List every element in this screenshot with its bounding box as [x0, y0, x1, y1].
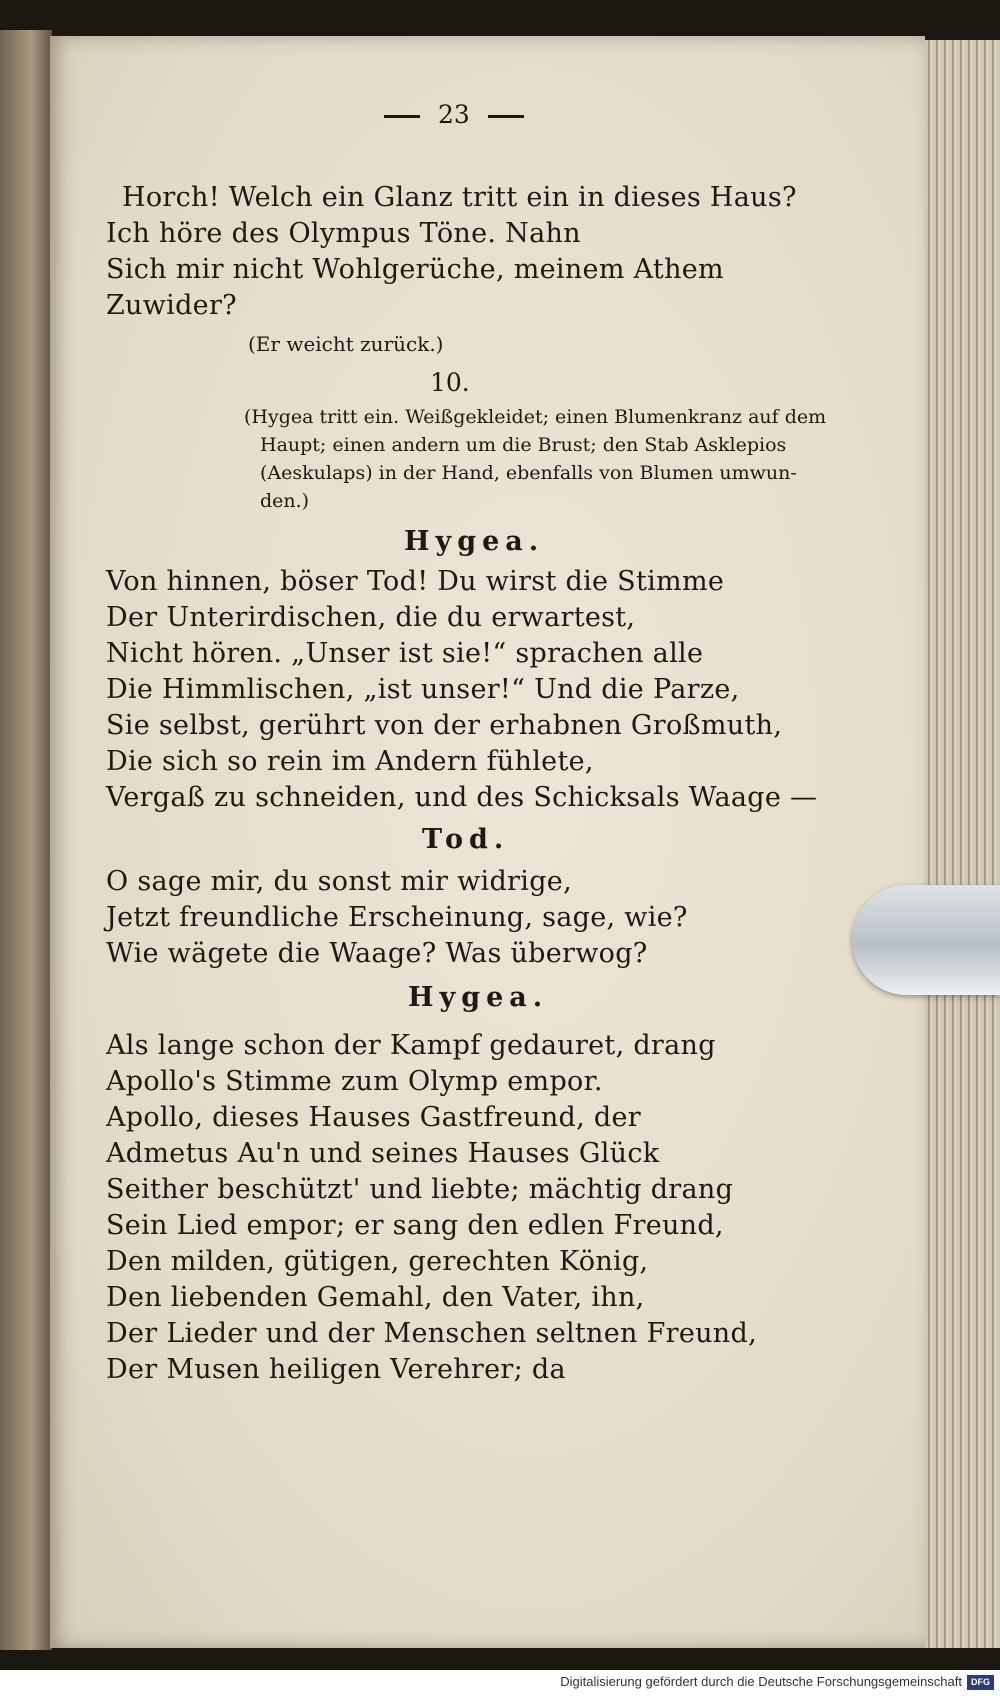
stage-direction-line: den.)	[260, 490, 310, 512]
verse-line: Apollo's Stimme zum Olymp empor.	[106, 1066, 603, 1097]
footer-bar	[0, 1670, 1000, 1696]
stage-direction-line: (Hygea tritt ein. Weißgekleidet; einen Blumenkranz auf dem	[244, 406, 827, 428]
verse-line: Admetus Au'n und seines Hauses Glück	[106, 1138, 660, 1169]
dfg-logo: DFG	[967, 1675, 994, 1690]
stage-direction-line: Haupt; einen andern um die Brust; den Stab Asklepios	[260, 434, 787, 456]
scene-number: 10.	[430, 368, 470, 397]
verse-line: Vergaß zu schneiden, und des Schicksals Waage —	[106, 782, 818, 813]
verse-line: Den liebenden Gemahl, den Vater, ihn,	[106, 1282, 645, 1313]
page-number	[366, 100, 542, 129]
verse-line: Zuwider?	[106, 290, 237, 321]
verse-line: Ich höre des Olympus Töne. Nahn	[106, 218, 581, 249]
verse-line: Der Lieder und der Menschen seltnen Freund,	[106, 1318, 757, 1349]
verse-line: Sie selbst, gerührt von der erhabnen Großmuth,	[106, 710, 783, 741]
verse-line: Jetzt freundliche Erscheinung, sage, wie?	[106, 902, 688, 933]
verse-line: Von hinnen, böser Tod! Du wirst die Stimme	[106, 566, 725, 597]
verse-line: Wie wägete die Waage? Was überwog?	[106, 938, 648, 969]
verse-line: Der Musen heiligen Verehrer; da	[106, 1354, 566, 1385]
verse-line: Nicht hören. „Unser ist sie!“ sprachen alle	[106, 638, 704, 669]
speaker-name: Hygea.	[404, 526, 545, 557]
verse-line: Horch! Welch ein Glanz tritt ein in dieses Haus?	[122, 182, 797, 213]
stage-direction-line: (Aeskulaps) in der Hand, ebenfalls von Blumen umwun-	[260, 462, 797, 484]
verse-line: Die Himmlischen, „ist unser!“ Und die Parze,	[106, 674, 740, 705]
page-number-text: 23	[438, 100, 470, 129]
verse-line: Seither beschützt' und liebte; mächtig drang	[106, 1174, 734, 1205]
verse-line: Sich mir nicht Wohlgerüche, meinem Athem	[106, 254, 724, 285]
stage-direction: (Er weicht zurück.)	[248, 332, 444, 356]
funding-credit: Digitalisierung gefördert durch die Deutsche Forschungsgemeinschaft	[560, 1674, 962, 1689]
verse-line: Die sich so rein im Andern fühlete,	[106, 746, 594, 777]
verse-line: Der Unterirdischen, die du erwartest,	[106, 602, 636, 633]
speaker-name: Tod.	[422, 824, 510, 855]
verse-line: Apollo, dieses Hauses Gastfreund, der	[106, 1102, 641, 1133]
verse-line: O sage mir, du sonst mir widrige,	[106, 866, 572, 897]
dash-left	[384, 115, 420, 118]
speaker-name: Hygea.	[408, 982, 549, 1013]
verse-line: Den milden, gütigen, gerechten König,	[106, 1246, 649, 1277]
verse-line: Sein Lied empor; er sang den edlen Freund,	[106, 1210, 724, 1241]
verse-line: Als lange schon der Kampf gedauret, drang	[106, 1030, 716, 1061]
dash-right	[488, 115, 524, 118]
